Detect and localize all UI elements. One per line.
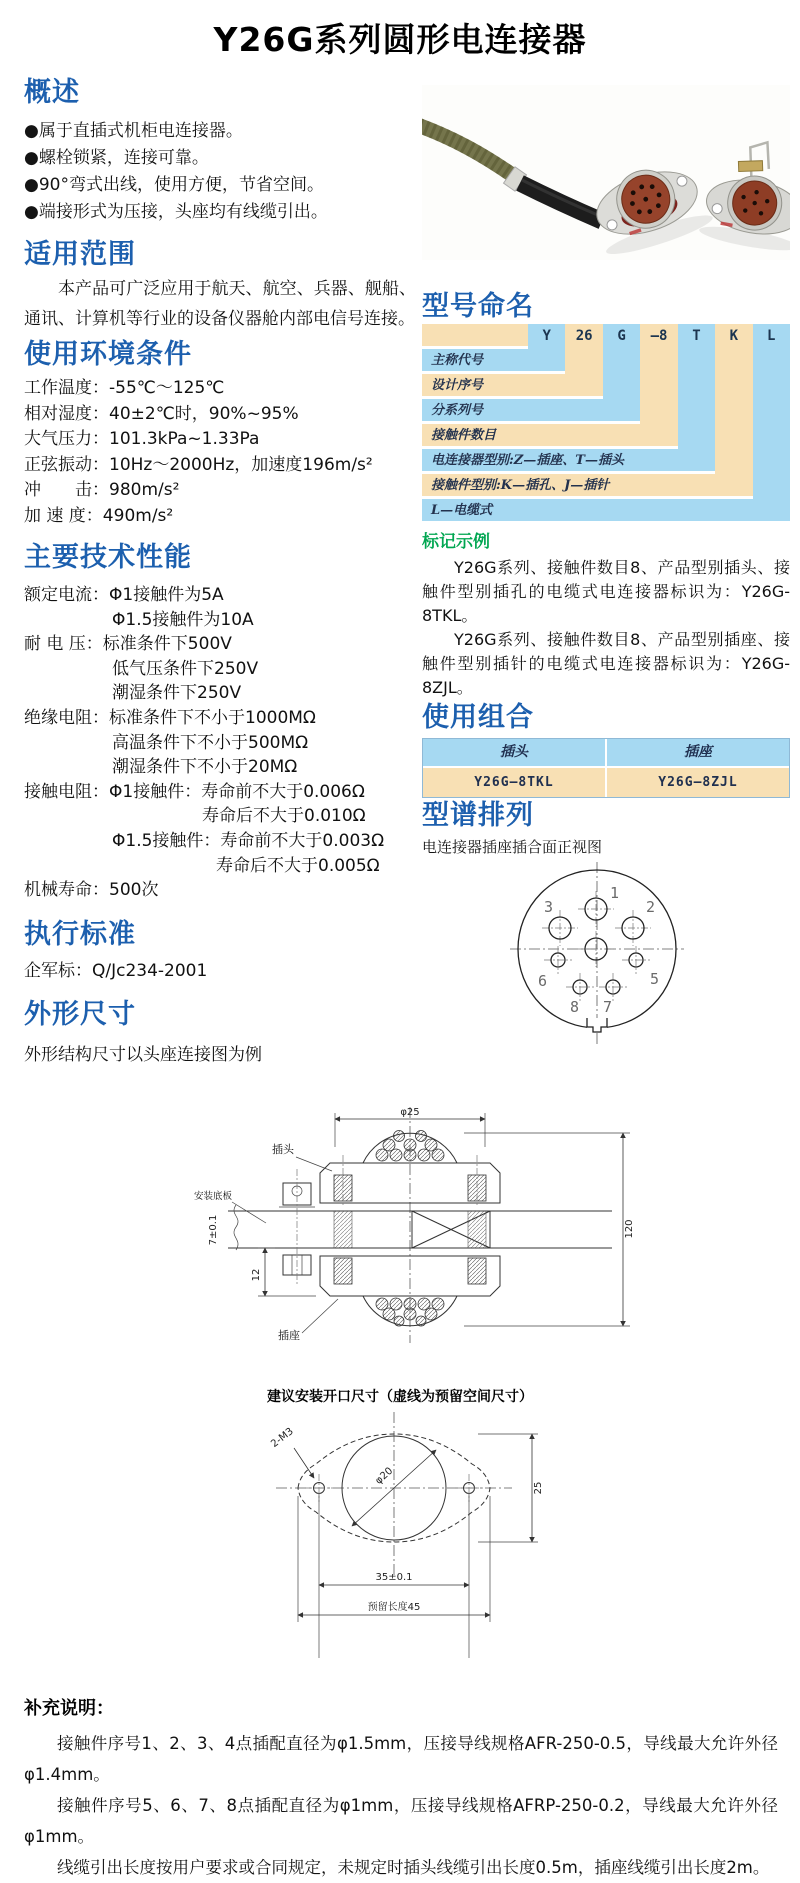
notes-paragraphs xyxy=(24,1728,778,1883)
naming-code: 26 xyxy=(575,328,593,344)
performance-line: 机械寿命：500次 xyxy=(24,880,159,901)
naming-code: T xyxy=(692,328,701,344)
dim-plate-thickness: 7±0.1 xyxy=(208,1214,219,1246)
naming-code-column xyxy=(753,324,790,521)
naming-row xyxy=(422,499,790,521)
scope-heading: 适用范围 xyxy=(24,239,136,270)
page-title: Y26G系列圆形电连接器 xyxy=(213,20,587,59)
naming-row-label: 接触件数目 xyxy=(431,428,497,443)
dimensions-heading: 外形尺寸 xyxy=(24,998,136,1030)
performance-line: 低气压条件下250V xyxy=(112,658,259,679)
pin-number: 7 xyxy=(603,998,613,1016)
pin-number: 5 xyxy=(650,970,660,988)
pin-number: 8 xyxy=(570,998,580,1016)
naming-row-label: 设计序号 xyxy=(431,378,484,393)
overview-bullet: ●90°弯式出线，使用方便，节省空间。 xyxy=(24,175,324,195)
performance-line: 接触电阻：Φ1接触件：寿命前不大于0.006Ω xyxy=(24,781,365,802)
combination-heading: 使用组合 xyxy=(422,702,534,733)
combination-value-plug: Y26G—8TKL xyxy=(423,768,605,797)
combination-value-socket: Y26G—8ZJL xyxy=(607,768,789,797)
overview-bullets xyxy=(24,118,416,226)
notes-paragraph: 接触件序号5、6、7、8点插配直径为φ1mm，压接导线规格AFRP-250-0.2，导线最大允许外径φ1mm。 xyxy=(24,1796,778,1846)
naming-code: L xyxy=(767,328,776,344)
dimensions-caption: 外形结构尺寸以头座连接图为例 xyxy=(24,1044,262,1065)
naming-code-column xyxy=(603,324,640,421)
env-item: 相对湿度：40±2℃时，90%~95% xyxy=(24,403,299,424)
env-item: 工作温度：-55℃～125℃ xyxy=(24,378,225,398)
marking-paragraph: Y26G系列、接触件数目8、产品型别插头、接触件型别插孔的电缆式电连接器标识为：Y26G-8TKL。 xyxy=(422,558,790,625)
naming-row-label: 分系列号 xyxy=(431,403,484,418)
pin-number: 2 xyxy=(646,898,656,916)
right-column xyxy=(422,85,790,1050)
overview-bullet: ●端接形式为压接，头座均有线缆引出。 xyxy=(24,202,328,222)
combination-header-plug: 插头 xyxy=(423,739,605,766)
performance-line: 高温条件下不小于500MΩ xyxy=(112,732,309,753)
combination-table xyxy=(422,738,790,798)
performance-line: 寿命后不大于0.010Ω xyxy=(202,806,366,827)
performance-line: 潮湿条件下不小于20MΩ xyxy=(112,757,298,778)
scope-text: 本产品可广泛应用于航天、航空、兵器、舰船、通讯、计算机等行业的设备仪器舱内部电信号连接。 xyxy=(24,279,416,329)
pin-number: 6 xyxy=(538,972,548,990)
label-plug: 插头 xyxy=(272,1143,294,1156)
marking-paragraph: Y26G系列、接触件数目8、产品型别插座、接触件型别插针的电缆式电连接器标识为：Y26G-8ZJL。 xyxy=(422,630,790,697)
combination-header-socket: 插座 xyxy=(607,739,789,766)
overview-heading: 概述 xyxy=(24,77,80,108)
standard-text: 企军标：Q/Jc234-2001 xyxy=(24,960,208,981)
product-photo xyxy=(422,85,790,260)
performance-line: 潮湿条件下250V xyxy=(112,683,242,704)
pin-number: 3 xyxy=(544,898,554,916)
performance-line: 绝缘电阻：标准条件下不小于1000MΩ xyxy=(24,707,316,728)
naming-heading: 型号命名 xyxy=(422,291,534,322)
pin-number: 1 xyxy=(610,884,620,902)
spectrum-heading: 型谱排列 xyxy=(422,800,534,831)
naming-code-column xyxy=(715,324,752,496)
performance-line: 额定电流：Φ1接触件为5A xyxy=(24,585,224,605)
opening-drawing-caption: 建议安装开口尺寸（虚线为预留空间尺寸） xyxy=(267,1389,533,1405)
dim-reserved-45: 预留长度45 xyxy=(367,1602,421,1613)
model-naming-diagram xyxy=(422,324,790,524)
overview-bullet: ●属于直插式机柜电连接器。 xyxy=(24,121,243,141)
naming-row-label: 主称代号 xyxy=(431,353,484,368)
label-socket: 插座 xyxy=(278,1329,300,1342)
performance-line: Φ1.5接触件：寿命前不大于0.003Ω xyxy=(112,830,385,851)
pin-face-diagram xyxy=(422,860,790,1050)
spectrum-caption: 电连接器插座插合面正视图 xyxy=(422,838,603,856)
dim-120: 120 xyxy=(624,1219,635,1239)
notes-heading: 补充说明： xyxy=(24,1698,114,1719)
overview-bullet: ●螺栓锁紧，连接可靠。 xyxy=(24,148,209,168)
dim-2-M3: 2-M3 xyxy=(269,1426,296,1451)
environment-heading: 使用环境条件 xyxy=(24,339,192,370)
outline-drawing xyxy=(180,1103,640,1395)
dim-phi25: φ25 xyxy=(400,1107,420,1118)
naming-code-column xyxy=(640,324,677,446)
naming-code: K xyxy=(729,328,739,344)
label-mounting-plate: 安装底板 xyxy=(194,1191,233,1202)
standard-heading: 执行标准 xyxy=(24,918,136,950)
naming-code: Y xyxy=(542,328,551,344)
marking-examples xyxy=(422,556,790,700)
naming-row-label: 电连接器型别:Z—插座、T—插头 xyxy=(431,453,624,468)
naming-code: —8 xyxy=(650,328,668,344)
env-item: 冲 击：980m/s² xyxy=(24,480,180,500)
naming-code-column xyxy=(528,324,565,371)
performance-line: 耐 电 压：标准条件下500V xyxy=(24,634,232,655)
performance-line: Φ1.5接触件为10A xyxy=(112,609,254,630)
env-item: 正弦振动：10Hz～2000Hz，加速度196m/s² xyxy=(24,454,373,475)
notes-paragraph: 线缆引出长度按用户要求或合同规定，未规定时插头线缆引出长度0.5m，插座线缆引出长度2m。 xyxy=(57,1858,770,1877)
dim-12: 12 xyxy=(251,1268,262,1282)
naming-code-column xyxy=(565,324,602,396)
left-column xyxy=(24,78,416,1068)
environment-list xyxy=(24,376,416,529)
naming-row-label: L—电缆式 xyxy=(431,503,493,518)
performance-heading: 主要技术性能 xyxy=(24,542,192,573)
dim-25: 25 xyxy=(533,1481,544,1495)
notes-section xyxy=(24,1694,778,1883)
marking-heading: 标记示例 xyxy=(422,532,490,552)
naming-code-column xyxy=(678,324,715,471)
dim-phi20: φ20 xyxy=(373,1465,396,1487)
dim-35: 35±0.1 xyxy=(375,1572,413,1583)
env-item: 大气压力：101.3kPa~1.33Pa xyxy=(24,429,260,449)
notes-paragraph: 接触件序号1、2、3、4点插配直径为φ1.5mm，压接导线规格AFR-250-0.5，导线最大允许外径φ1.4mm。 xyxy=(24,1734,778,1784)
performance-line: 寿命后不大于0.005Ω xyxy=(216,855,380,876)
naming-row-label: 接触件型别:K—插孔、J—插针 xyxy=(431,478,610,493)
opening-drawing xyxy=(240,1410,560,1660)
env-item: 加 速 度：490m/s² xyxy=(24,505,174,526)
performance-list xyxy=(24,583,416,903)
naming-code: G xyxy=(617,328,626,344)
